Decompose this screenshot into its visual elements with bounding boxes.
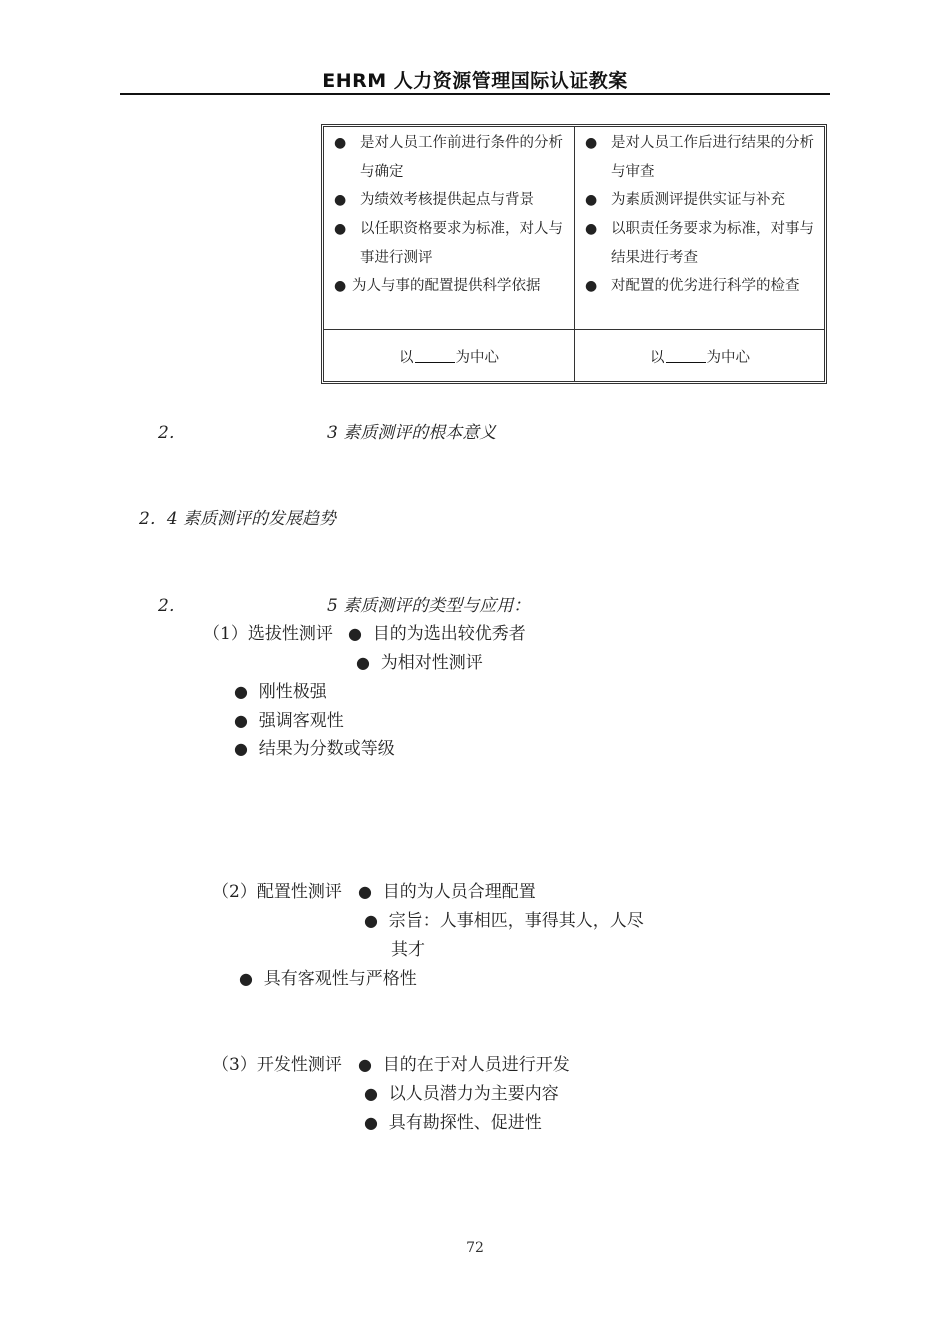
left-footer-cell (324, 329, 574, 383)
right-column (575, 127, 825, 329)
section-2-4-heading: 2．4 素质测评的发展趋势 (139, 509, 337, 529)
right-item-3 (585, 215, 821, 272)
bullet-icon: ● (334, 221, 347, 237)
type-1-item-1 (348, 619, 526, 644)
bullet-icon: ● (585, 278, 598, 294)
bullet-icon: ● (358, 882, 372, 901)
left-item-1 (334, 129, 570, 186)
comparison-table (321, 124, 827, 384)
type-2-item-2-cont: 其才 (391, 940, 425, 960)
section-2-3-heading: 3 素质测评的根本意义 (327, 423, 497, 443)
left-item-3 (334, 215, 570, 272)
section-2-3-number: 2． (158, 423, 186, 443)
page-header-title: EHRM 人力资源管理国际认证教案 (322, 70, 628, 92)
type-1-item-5-text: 结果为分数或等级 (258, 739, 395, 759)
type-2-item-1 (358, 877, 536, 902)
left-item-3-text: 以任职资格要求为标准，对人与事进行测评 (360, 221, 563, 266)
type-2-label: （2）配置性测评 (212, 882, 342, 902)
type-1-label: （1）选拔性测评 (203, 624, 333, 644)
type-2-item-2-text: 宗旨：人事相匹，事得其人，人尽 (388, 911, 644, 931)
right-item-2 (585, 186, 821, 215)
header-rule (120, 93, 830, 95)
bullet-icon: ● (239, 969, 253, 988)
section-2-5-number: 2． (158, 596, 186, 616)
bullet-icon: ● (348, 624, 362, 643)
left-footer-prefix: 以 (399, 349, 414, 366)
type-1-item-5 (234, 734, 395, 759)
section-2-5-heading: 5 素质测评的类型与应用： (327, 596, 531, 616)
right-item-4-text: 对配置的优劣进行科学的检查 (611, 278, 800, 294)
bullet-icon: ● (585, 135, 598, 151)
type-3-item-1 (358, 1050, 570, 1075)
bullet-icon: ● (334, 135, 347, 151)
type-1-item-2-text: 为相对性测评 (380, 653, 483, 673)
right-footer-blank (666, 350, 706, 363)
left-item-2-text: 为绩效考核提供起点与背景 (360, 192, 534, 208)
type-3-item-3 (364, 1108, 542, 1133)
right-footer-prefix: 以 (650, 349, 665, 366)
bullet-icon: ● (334, 278, 347, 294)
type-1-item-2 (356, 648, 483, 673)
left-footer-blank (415, 350, 455, 363)
bullet-icon: ● (234, 739, 248, 758)
bullet-icon: ● (358, 1055, 372, 1074)
type-2-item-1-text: 目的为人员合理配置 (382, 882, 536, 902)
left-column (324, 127, 575, 329)
right-item-4 (585, 272, 821, 301)
type-3-item-1-text: 目的在于对人员进行开发 (382, 1055, 570, 1075)
type-3-item-2 (364, 1079, 559, 1104)
left-item-4 (334, 272, 570, 301)
left-item-2 (334, 186, 570, 215)
right-item-2-text: 为素质测评提供实证与补充 (611, 192, 785, 208)
bullet-icon: ● (364, 1084, 378, 1103)
bullet-icon: ● (234, 682, 248, 701)
right-item-3-text: 以职责任务要求为标准，对事与结果进行考查 (611, 221, 814, 266)
type-1-item-1-text: 目的为选出较优秀者 (372, 624, 526, 644)
left-item-4-text: 为人与事的配置提供科学依据 (352, 278, 541, 294)
bullet-icon: ● (364, 1113, 378, 1132)
type-3-item-3-text: 具有勘探性、促进性 (388, 1113, 542, 1133)
left-footer-suffix: 为中心 (455, 349, 499, 366)
type-3-label: （3）开发性测评 (212, 1055, 342, 1075)
right-item-1-text: 是对人员工作后进行结果的分析与审查 (611, 135, 814, 180)
left-item-1-text: 是对人员工作前进行条件的分析与确定 (360, 135, 563, 180)
bullet-icon: ● (585, 221, 598, 237)
right-footer-suffix: 为中心 (706, 349, 750, 366)
type-2-item-3 (239, 964, 417, 989)
type-1-item-3 (234, 677, 327, 702)
right-item-1 (585, 129, 821, 186)
bullet-icon: ● (356, 653, 370, 672)
type-3-item-2-text: 以人员潜力为主要内容 (388, 1084, 559, 1104)
type-1-item-3-text: 刚性极强 (258, 682, 327, 702)
right-footer-cell (575, 329, 825, 383)
type-2-item-3-text: 具有客观性与严格性 (263, 969, 417, 989)
bullet-icon: ● (585, 192, 598, 208)
page-number: 72 (466, 1240, 484, 1256)
type-2-item-2 (364, 906, 644, 931)
type-1-item-4 (234, 706, 344, 731)
type-1-item-4-text: 强调客观性 (258, 711, 344, 731)
bullet-icon: ● (234, 711, 248, 730)
bullet-icon: ● (364, 911, 378, 930)
bullet-icon: ● (334, 192, 347, 208)
